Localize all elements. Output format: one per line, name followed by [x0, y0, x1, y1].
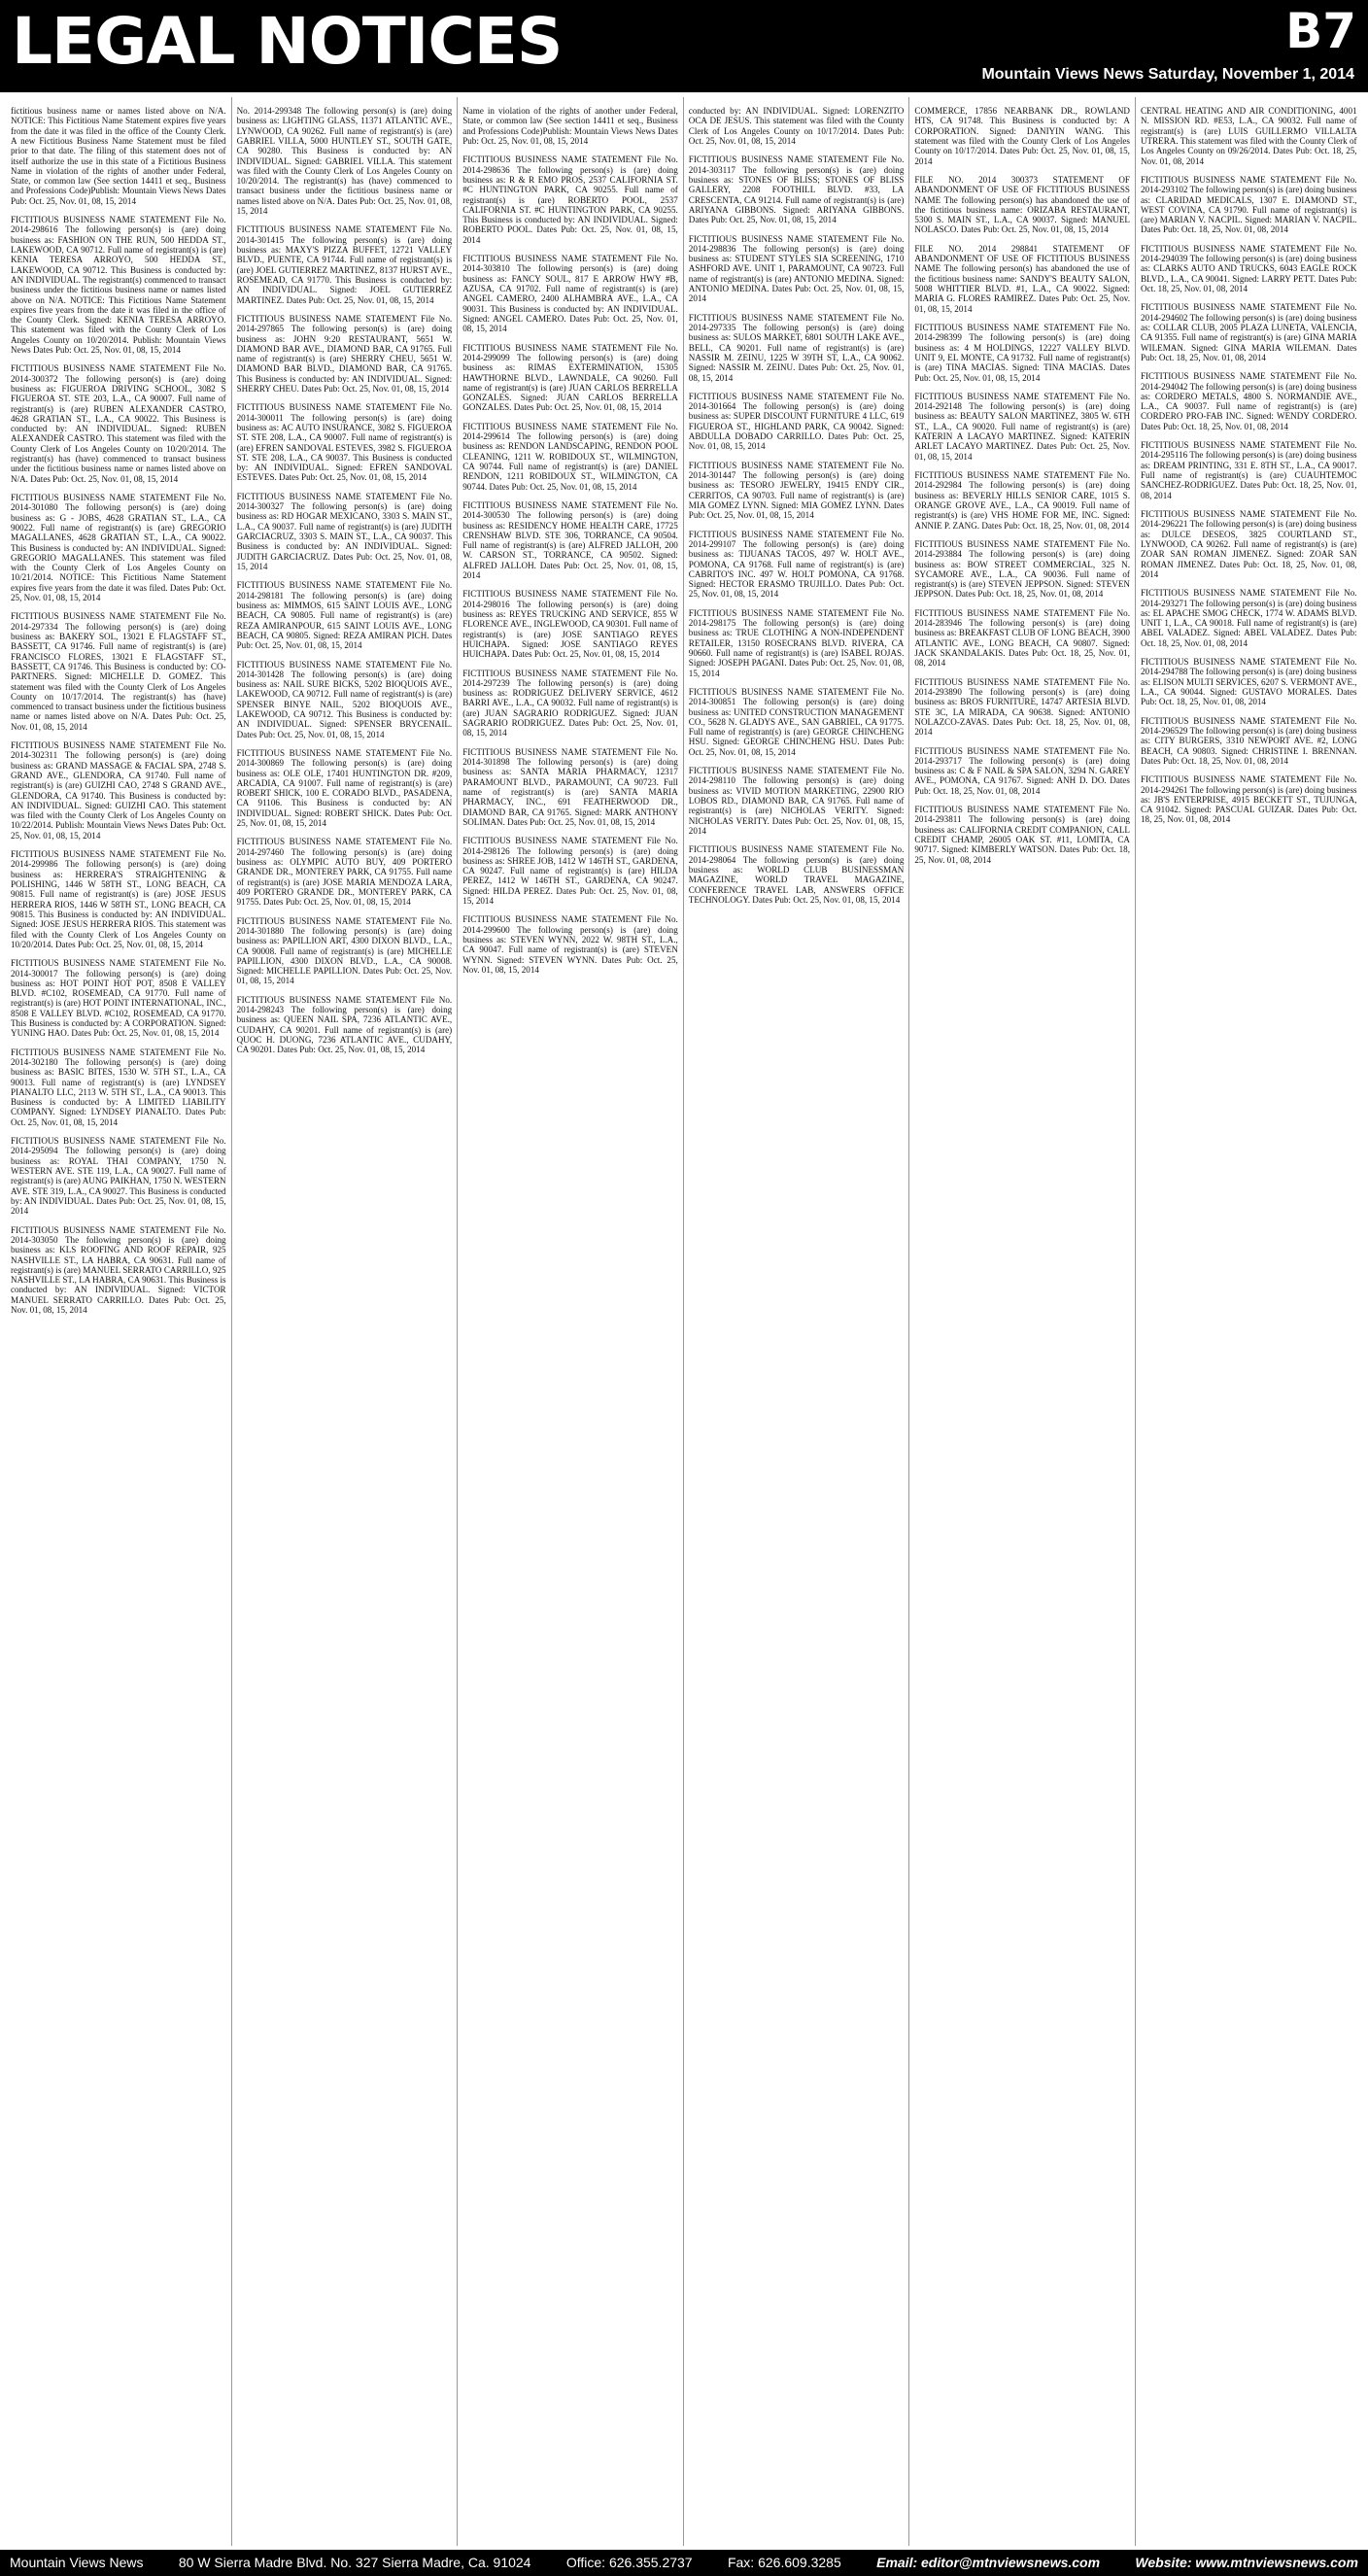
legal-notice: FICTITIOUS BUSINESS NAME STATEMENT File No. 2014-292148 The following person(s) is (are) doing business as: BEAUTY SALON MARTINEZ, 3805 W. 6TH ST., L.A., CA 90020. Full name of registrant(s) is (are) KATERIN A LACAYO MARTINEZ. Signed: KATERIN ARLET LACAYO MARTINEZ. Dates Pub: Oct. 25, Nov. 01, 08, 15, 2014: [914, 391, 1130, 462]
legal-notice: COMMERCE, 17856 NEARBANK DR., ROWLAND HTS, CA 91748. This Business is conducted by: A CORPORATION. Signed: DANIYIN WANG. This statement was filed with the County Clerk of Los Angeles County on 10/17/2014. Dates Pub: Oct. 25, Nov. 01, 08, 15, 2014: [914, 106, 1130, 166]
page-footer: [0, 2550, 1368, 2576]
legal-notice: FICTITIOUS BUSINESS NAME STATEMENT File No. 2014-298616 The following person(s) is (are) doing business as: FASHION ON THE RUN, 500 HEDDA ST., LAKEWOOD, CA 90712. Full name of registrant(s) is (are) KENIA TERESA ARROYO, 500 HEDDA ST., LAKEWOOD, CA 90712. This Business is conducted by: AN INDIVIDUAL. The registrant(s) commenced to transact business under the fictitious business name or names listed above on N/A. NOTICE: This Fictitious Name Statement expires five years from the date it was filed in the office of the County Clerk. Signed: KENIA TERESA ARROYO. This statement was filed with the County Clerk of Los Angeles County on 10/20/2014. Publish: Mountain Views News Dates Pub: Oct. 25, Nov. 01, 08, 15, 2014: [11, 215, 226, 356]
legal-notice: FICTITIOUS BUSINESS NAME STATEMENT File No. 2014-294039 The following person(s) is (are) doing business as: CLARKS AUTO AND TRUCKS, 6043 EAGLE ROCK BLVD., L.A., CA 90041. Signed: LARRY PETT. Dates Pub: Oct. 18, 25, Nov. 01, 08, 2014: [1140, 243, 1357, 294]
legal-notice: FICTITIOUS BUSINESS NAME STATEMENT File No. 2014-303810 The following person(s) is (are) doing business as: FANCY SOUL, 817 E ARROW HWY #B, AZUSA, CA 91702. Full name of registrant(s) is (are) ANGEL CAMERO, 2400 ALHAMBRA AVE., L.A., CA 90031. This Business is conducted by: AN INDIVIDUAL. Signed: ANGEL CAMERO. Dates Pub: Oct. 25, Nov. 01, 08, 15, 2014: [462, 254, 678, 334]
notice-column: [1136, 97, 1362, 2546]
footer-address: 80 W Sierra Madre Blvd. No. 327 Sierra Madre, Ca. 91024: [178, 2555, 531, 2570]
legal-notice: FICTITIOUS BUSINESS NAME STATEMENT File No. 2014-300011 The following person(s) is (are) doing business as: AC AUTO INSURANCE, 3082 S. FIGUEROA ST. STE 208, L.A., CA 90007. Full name of registrant(s) is (are) EFREN SANDOVAL ESTEVES, 3982 S. FIGUEROA ST. STE 208, L.A., CA 90037. This Business is conducted by: AN INDIVIDUAL. Signed: EFREN SANDOVAL ESTEVES. Dates Pub: Oct. 25, Nov. 01, 08, 15, 2014: [236, 402, 453, 483]
legal-notice: FICTITIOUS BUSINESS NAME STATEMENT File No. 2014-302180 The following person(s) is (are) doing business as: BASIC BITES, 1530 W. 5TH ST., L.A., CA 90013. Full name of registrant(s) is (are) LYNDSEY PIANALTO LLC, 2113 W. 5TH ST., L.A., CA 90013. This Business is conducted by: A LIMITED LIABILITY COMPANY. Signed: LYNDSEY PIANALTO. Dates Pub: Oct. 25, Nov. 01, 08, 15, 2014: [11, 1047, 226, 1127]
legal-notice: FICTITIOUS BUSINESS NAME STATEMENT File No. 2014-298110 The following person(s) is (are) doing business as: VIVID MOTION MARKETING, 22900 RIO LOBOS RD., DIAMOND BAR, CA 91765. Full name of registrant(s) is (are) NICHOLAS VERITY. Signed: NICHOLAS VERITY. Dates Pub: Oct. 25, Nov. 01, 08, 15, 2014: [688, 766, 905, 836]
legal-notice: FICTITIOUS BUSINESS NAME STATEMENT File No. 2014-299614 The following person(s) is (are) doing business as: RENDON LANDSCAPING, RENDON POOL CLEANING, 1211 W. ROBIDOUX ST., WILMINGTON, CA 90744. Full name of registrant(s) is (are) DANIEL RENDON, 1211 ROBIDOUX ST., WILMINGTON, CA 90744. Dates Pub: Oct. 25, Nov. 01, 08, 15, 2014: [462, 421, 678, 492]
legal-notice: FICTITIOUS BUSINESS NAME STATEMENT File No. 2014-302311 The following person(s) is (are) doing business as: GRAND MASSAGE & FACIAL SPA, 2748 S. GRAND AVE., GLENDORA, CA 91740. Full name of registrant(s) is (are) GUIZHI CAO, 2748 S GRAND AVE., GLENDORA, CA 91740. This Business is conducted by: AN INDIVIDUAL. Signed: GUIZHI CAO. This statement was filed with the County Clerk of Los Angeles County on 10/22/2014. Publish: Mountain Views News Dates Pub: Oct. 25, Nov. 01, 08, 15, 2014: [11, 740, 226, 841]
legal-notice: FICTITIOUS BUSINESS NAME STATEMENT File No. 2014-296529 The following person(s) is (are) doing business as: CITY BURGERS, 3310 NEWPORT AVE. #2, LONG BEACH, CA 90803. Signed: CHRISTINE I. BRENNAN. Dates Pub: Oct. 18, 25, Nov. 01, 08, 2014: [1140, 715, 1357, 766]
legal-notice: No. 2014-299348 The following person(s) is (are) doing business as: LIGHTING GLASS, 11371 ATLANTIC AVE., LYNWOOD, CA 90262. Full name of registrant(s) is (are) GABRIEL VILLA, 5000 HUNTLEY ST., SOUTH GATE, CA 90280. This Business is conducted by: AN INDIVIDUAL. Signed: GABRIEL VILLA. This statement was filed with the County Clerk of Los Angeles County on 10/20/2014. The registrant(s) has (have) commenced to transact business under the fictitious business name or names listed above on N/A. Dates Pub: Oct. 25, Nov. 01, 08, 15, 2014: [236, 106, 453, 217]
legal-notice: FICTITIOUS BUSINESS NAME STATEMENT File No. 2014-292984 The following person(s) is (are) doing business as: BEVERLY HILLS SENIOR CARE, 1015 S. ORANGE GROVE AVE., L.A., CA 90019. Full name of registrant(s) is (are) VHS HOME FOR ME, INC. Signed: ANNIE P. ZANG. Dates Pub: Oct. 18, 25, Nov. 01, 08, 2014: [914, 470, 1130, 531]
legal-notice: FICTITIOUS BUSINESS NAME STATEMENT File No. 2014-295116 The following person(s) is (are) doing business as: DREAM PRINTING, 331 E. 8TH ST., L.A., CA 90017. Full name of registrant(s) is (are) CUAUHTEMOC SANCHEZ-RODRIGUEZ. Dates Pub: Oct. 18, 25, Nov. 01, 08, 2014: [1140, 440, 1357, 500]
section-title: LEGAL NOTICES: [12, 4, 563, 79]
legal-notice: FICTITIOUS BUSINESS NAME STATEMENT File No. 2014-301415 The following person(s) is (are) doing business as: MAXY'S PIZZA BUFFET, 12721 VALLEY BLVD., PUENTE, CA 91744. Full name of registrant(s) is (are) JOEL GUTIERREZ MARTINEZ, 8137 HURST AVE., ROSEMEAD, CA 91770. This Business is conducted by: AN INDIVIDUAL. Signed: JOEL GUTIERREZ MARTINEZ. Dates Pub: Oct. 25, Nov. 01, 08, 15, 2014: [236, 224, 453, 305]
legal-notice: FICTITIOUS BUSINESS NAME STATEMENT File No. 2014-298243 The following person(s) is (are) doing business as: QUEEN NAIL SPA, 7236 ATLANTIC AVE., CUDAHY, CA 90201. Full name of registrant(s) is (are) QUOC H. DUONG, 7236 ATLANTIC AVE., CUDAHY, CA 90201. Dates Pub: Oct. 25, Nov. 01, 08, 15, 2014: [236, 994, 453, 1055]
legal-notice: FICTITIOUS BUSINESS NAME STATEMENT File No. 2014-301447 The following person(s) is (are) doing business as: TESORO JEWELRY, 19415 ENDY CIR., CERRITOS, CA 90703. Full name of registrant(s) is (are) MIA GOMEZ LYNN. Signed: MIA GOMEZ LYNN. Dates Pub: Oct. 25, Nov. 01, 08, 15, 2014: [688, 460, 905, 521]
legal-notice: FICTITIOUS BUSINESS NAME STATEMENT File No. 2014-294042 The following person(s) is (are) doing business as: CORDERO METALS, 4800 S. NORMANDIE AVE., L.A., CA 90037. Full name of registrant(s) is (are) CORDERO PRO-FAB INC. Signed: WENDY CORDERO. Dates Pub: Oct. 18, 25, Nov. 01, 08, 2014: [1140, 371, 1357, 431]
legal-notice: FICTITIOUS BUSINESS NAME STATEMENT File No. 2014-301664 The following person(s) is (are) doing business as: SUPER DISCOUNT FURNITURE 4 LLC, 619 FIGUEROA ST., HIGHLAND PARK, CA 90042. Signed: ABDULLA DOBADO CARRILLO. Dates Pub: Oct. 25, Nov. 01, 08, 15, 2014: [688, 391, 905, 452]
footer-fax: Fax: 626.609.3285: [727, 2555, 841, 2570]
legal-notice: FICTITIOUS BUSINESS NAME STATEMENT File No. 2014-300327 The following person(s) is (are) doing business as: RD HOGAR MEXICANO, 3303 S. MAIN ST., L.A., CA 90037. Full name of registrant(s) is (are) JUDITH GARCIACRUZ, 3303 S. MAIN ST., L.A., CA 90037. This Business is conducted by: AN INDIVIDUAL. Signed: JUDITH GARCIACRUZ. Dates Pub: Oct. 25, Nov. 01, 08, 15, 2014: [236, 491, 453, 571]
legal-notice: FICTITIOUS BUSINESS NAME STATEMENT File No. 2014-294602 The following person(s) is (are) doing business as: COLLAR CLUB, 2005 PLAZA LUNETA, VALENCIA, CA 91355. Full name of registrant(s) is (are) GINA MARIA WILEMAN. Signed: GINA MARIA WILEMAN. Dates Pub: Oct. 18, 25, Nov. 01, 08, 2014: [1140, 302, 1357, 362]
legal-notice: FICTITIOUS BUSINESS NAME STATEMENT File No. 2014-293811 The following person(s) is (are) doing business as: CALIFORNIA CREDIT COMPANION, CALL CREDIT CHAMP, 26005 OAK ST. #11, LOMITA, CA 90717. Signed: KIMBERLY WATSON. Dates Pub: Oct. 18, 25, Nov. 01, 08, 2014: [914, 805, 1130, 865]
legal-notice: FICTITIOUS BUSINESS NAME STATEMENT File No. 2014-293884 The following person(s) is (are) doing business as: BOW STREET COMMERCIAL, 325 N. SYCAMORE AVE., L.A., CA 90036. Full name of registrant(s) is (are) STEVEN JEPPSON. Signed: STEVEN JEPPSON. Dates Pub: Oct. 18, 25, Nov. 01, 08, 2014: [914, 538, 1130, 600]
legal-notice: FICTITIOUS BUSINESS NAME STATEMENT File No. 2014-293890 The following person(s) is (are) doing business as: BROS FURNITURE, 14747 ARTESIA BLVD. STE 3C, LA MIRADA, CA 90638. Signed: ANTONIO NOLAZCO-ZAVAS. Dates Pub: Oct. 18, 25, Nov. 01, 08, 2014: [914, 676, 1130, 738]
notice-column: [458, 97, 684, 2546]
legal-notice: FICTITIOUS BUSINESS NAME STATEMENT File No. 2014-300851 The following person(s) is (are) doing business as: UNITED CONSTRUCTION MANAGEMENT CO., 5628 N. GLADYS AVE., SAN GABRIEL, CA 91775. Full name of registrant(s) is (are) GEORGE CHINCHENG HSU. Signed: GEORGE CHINCHENG HSU. Dates Pub: Oct. 25, Nov. 01, 08, 15, 2014: [688, 686, 905, 757]
legal-notice: FICTITIOUS BUSINESS NAME STATEMENT File No. 2014-299107 The following person(s) is (are) doing business as: TIJUANAS TACOS, 497 W. HOLT AVE., POMONA, CA 91768. Full name of registrant(s) is (are) CABRITO'S INC. 497 W. HOLT POMONA, CA 91768. Signed: HECTOR ERASMO TRUJILLO. Dates Pub: Oct. 25, Nov. 01, 08, 15, 2014: [688, 529, 905, 600]
legal-notice: FICTITIOUS BUSINESS NAME STATEMENT File No. 2014-283946 The following person(s) is (are) doing business as: BREAKFAST CLUB OF LONG BEACH, 3900 ATLANTIC AVE., LONG BEACH, CA 90807. Signed: JACK SKANDALAKIS. Dates Pub: Oct. 18, 25, Nov. 01, 08, 2014: [914, 607, 1130, 669]
legal-notice: FICTITIOUS BUSINESS NAME STATEMENT File No. 2014-293717 The following person(s) is (are) doing business as: C & F NAIL & SPA SALON, 3294 N. GAREY AVE., POMONA, CA 91767. Signed: ANH D. DO. Dates Pub: Oct. 18, 25, Nov. 01, 08, 2014: [914, 745, 1130, 796]
legal-notice: FICTITIOUS BUSINESS NAME STATEMENT File No. 2014-300017 The following person(s) is (are) doing business as: HOT POINT HOT POT, 8508 E VALLEY BLVD. #C102, ROSEMEAD, CA 91770. Full name of registrant(s) is (are) HOT POINT INTERNATIONAL, INC., 8508 E VALLEY BLVD. #C102, ROSEMEAD, CA 91770. This Business is conducted by: A CORPORATION. Signed: YUNING HAO. Dates Pub: Oct. 25, Nov. 01, 08, 15, 2014: [11, 958, 226, 1039]
legal-notice: FICTITIOUS BUSINESS NAME STATEMENT File No. 2014-299099 The following person(s) is (are) doing business as: RIMAS EXTERMINATION, 15305 HAWTHORNE BLVD., LAWNDALE, CA 90260. Full name of registrant(s) is (are) JUAN CARLOS BERRELLA GONZALES. Signed: JUAN CARLOS BERRELLA GONZALES. Dates Pub: Oct. 25, Nov. 01, 08, 15, 2014: [462, 342, 678, 413]
legal-notice: FILE NO. 2014 298841 STATEMENT OF ABANDONMENT OF USE OF FICTITIOUS BUSINESS NAME The following person(s) has abandoned the use of the fictitious business name: SANDY'S BEAUTY SALON, 5008 WHITTIER BLVD. #1, L.A., CA 90022. Signed: MARIA G. FLORES RAMIREZ. Dates Pub: Oct. 25, Nov. 01, 08, 15, 2014: [914, 243, 1130, 314]
notice-column: [909, 97, 1136, 2546]
legal-notice: FICTITIOUS BUSINESS NAME STATEMENT File No. 2014-300869 The following person(s) is (are) doing business as: OLE OLE, 17401 HUNTINGTON DR. #209, ARCADIA, CA 91007. Full name of registrant(s) is (are) ROBERT SHICK, 100 E. CORADO BLVD., PASADENA, CA 91106. This Business is conducted by: AN INDIVIDUAL. Signed: ROBERT SHICK. Dates Pub: Oct. 25, Nov. 01, 08, 15, 2014: [236, 747, 453, 829]
footer-email: Email: editor@mtnviewsnews.com: [876, 2555, 1101, 2570]
legal-notice: FICTITIOUS BUSINESS NAME STATEMENT File No. 2014-298399 The following person(s) is (are) doing business as: 4 M HOLDINGS, 12227 VALLEY BLVD. UNIT 9, EL MONTE, CA 91732. Full name of registrant(s) is (are) TINA MACIAS. Signed: TINA MACIAS. Dates Pub: Oct. 25, Nov. 01, 08, 15, 2014: [914, 323, 1130, 383]
legal-notice: FICTITIOUS BUSINESS NAME STATEMENT File No. 2014-293271 The following person(s) is (are) doing business as: EL APACHE SMOG CHECK, 1774 W. ADAMS BLVD. UNIT 1, L.A., CA 90018. Full name of registrant(s) is (are) ABEL VALADEZ. Signed: ABEL VALADEZ. Dates Pub: Oct. 18, 25, Nov. 01, 08, 2014: [1140, 588, 1357, 648]
legal-notice: FICTITIOUS BUSINESS NAME STATEMENT File No. 2014-297865 The following person(s) is (are) doing business as: JOHN 9:20 RESTAURANT, 5651 W. DIAMOND BAR AVE., DIAMOND BAR, CA 91765. Full name of registrant(s) is (are) SHERRY CHEU, 5651 W. DIAMOND BAR BLVD., DIAMOND BAR, CA 91765. This Business is conducted by: AN INDIVIDUAL. Signed: SHERRY CHEU. Dates Pub: Oct. 25, Nov. 01, 08, 15, 2014: [236, 313, 453, 394]
legal-notice: FILE NO. 2014 300373 STATEMENT OF ABANDONMENT OF USE OF FICTITIOUS BUSINESS NAME The following person(s) has abandoned the use of the fictitious business name: ORIZABA RESTAURANT, 5300 S. MAIN ST., L.A., CA 90037. Signed: MANUEL NOLASCO. Dates Pub: Oct. 25, Nov. 01, 08, 15, 2014: [914, 174, 1130, 235]
legal-notice: FICTITIOUS BUSINESS NAME STATEMENT File No. 2014-297460 The following person(s) is (are) doing business as: OLYMPIC AUTO BUY, 409 PORTERO GRANDE DR., MONTEREY PARK, CA 91755. Full name of registrant(s) is (are) JOSE MARIA MENDOZA LARA, 409 PORTERO GRANDE DR., MONTEREY PARK, CA 91755. Dates Pub: Oct. 25, Nov. 01, 08, 15, 2014: [236, 837, 453, 908]
legal-notice: FICTITIOUS BUSINESS NAME STATEMENT File No. 2014-300372 The following person(s) is (are) doing business as: FIGUEROA DRIVING SCHOOL, 3082 S FIGUEROA ST. STE 203, L.A., CA 90007. Full name of registrant(s) is (are) RUBEN ALEXANDER CASTRO, 4628 GRATIAN ST., L.A., CA 90022. This Business is conducted by: AN INDIVIDUAL. Signed: RUBEN ALEXANDER CASTRO. This statement was filed with the County Clerk of Los Angeles County on 10/20/2014. The registrant(s) has (have) commenced to transact business under the fictitious business name or names listed above on N/A. Dates Pub: Oct. 25, Nov. 01, 08, 15, 2014: [11, 363, 226, 484]
legal-notice: FICTITIOUS BUSINESS NAME STATEMENT File No. 2014-295094 The following person(s) is (are) doing business as: ROYAL THAI COMPANY, 1750 N. WESTERN AVE. STE 119, L.A., CA 90027. Full name of registrant(s) is (are) AUNG PAIKHAN, 1750 N. WESTERN AVE. STE 319, L.A., CA 90027. This Business is conducted by: AN INDIVIDUAL. Dates Pub: Oct. 25, Nov. 01, 08, 15, 2014: [11, 1136, 226, 1217]
legal-notice: FICTITIOUS BUSINESS NAME STATEMENT File No. 2014-297334 The following person(s) is (are) doing business as: BAKERY SOL, 13021 E FLAGSTAFF ST., BASSETT, CA 91746. Full name of registrant(s) is (are) FRANCISCO FLORES, 13021 E FLAGSTAFF ST., BASSETT, CA 91746. This Business is conducted by: CO-PARTNERS. Signed: MICHELLE D. GOMEZ. This statement was filed with the County Clerk of Los Angeles County on 10/17/2014. The registrant(s) has (have) commenced to transact business under the fictitious business name or names listed above on N/A. Dates Pub: Oct. 25, Nov. 01, 08, 15, 2014: [11, 611, 226, 732]
legal-notice: FICTITIOUS BUSINESS NAME STATEMENT File No. 2014-298836 The following person(s) is (are) doing business as: STUDENT STYLES SIA SCREENING, 1710 ASHFORD AVE. UNIT 1, PARAMOUNT, CA 90723. Full name of registrant(s) is (are) ANTONIO MEDINA. Signed: ANTONIO MEDINA. Dates Pub: Oct. 25, Nov. 01, 08, 15, 2014: [688, 233, 905, 304]
legal-notice: FICTITIOUS BUSINESS NAME STATEMENT File No. 2014-303050 The following person(s) is (are) doing business as: KLS ROOFING AND ROOF REPAIR, 925 NASHVILLE ST., LA HABRA, CA 90631. Full name of registrant(s) is (are) MANUEL SERRATO CARRILLO, 925 NASHVILLE ST., LA HABRA, CA 90631. This Business is conducted by: AN INDIVIDUAL. Signed: VICTOR MANUEL SERRATO CARRILLO. Dates Pub: Oct. 25, Nov. 01, 08, 15, 2014: [11, 1224, 226, 1315]
legal-notice: FICTITIOUS BUSINESS NAME STATEMENT File No. 2014-297335 The following person(s) is (are) doing business as: SULOS MARKET, 6801 SOUTH LAKE AVE., BELL, CA 90201. Full name of registrant(s) is (are) NASSIR M. ZEINU, 1225 W 39TH ST, L.A., CA 90062. Signed: NASSIR M. ZEINU. Dates Pub: Oct. 25, Nov. 01, 08, 15, 2014: [688, 312, 905, 383]
notice-column: [684, 97, 910, 2546]
page-header: [0, 0, 1368, 92]
page-number: B7: [1285, 3, 1356, 59]
legal-notice: FICTITIOUS BUSINESS NAME STATEMENT File No. 2014-298175 The following person(s) is (are) doing business as: TRUE CLOTHING A NON-INDEPENDENT RETAILER, 13150 ROSECRANS BLVD. RIVERA, CA 90660. Full name of registrant(s) is (are) ISABEL ROJAS. Signed: JOSEPH PAGANI. Dates Pub: Oct. 25, Nov. 01, 08, 15, 2014: [688, 607, 905, 678]
footer-website: Website: www.mtnviewsnews.com: [1135, 2555, 1358, 2570]
notice-column: [6, 97, 232, 2546]
legal-notice: FICTITIOUS BUSINESS NAME STATEMENT File No. 2014-298016 The following person(s) is (are) doing business as: REYES TRUCKING AND SERVICE, 855 W FLORENCE AVE., INGLEWOOD, CA 90301. Full name of registrant(s) is (are) JOSE SANTIAGO REYES HUICHAPA. Signed: JOSE SANTIAGO REYES HUICHAPA. Dates Pub: Oct. 25, Nov. 01, 08, 15, 2014: [462, 589, 678, 660]
legal-notice: FICTITIOUS BUSINESS NAME STATEMENT File No. 2014-297239 The following person(s) is (are) doing business as: RODRIGUEZ DELIVERY SERVICE, 4612 BARRI AVE., L.A., CA 90032. Full name of registrant(s) is (are) JUAN SAGRARIO RODRIGUEZ. Signed: JUAN SAGRARIO RODRIGUEZ. Dates Pub: Oct. 25, Nov. 01, 08, 15, 2014: [462, 668, 678, 738]
legal-notice: conducted by: AN INDIVIDUAL. Signed: LORENZITO OCA DE JESUS. This statement was filed with the County Clerk of Los Angeles County on 10/17/2014. Dates Pub: Oct. 25, Nov. 01, 08, 15, 2014: [688, 106, 905, 146]
legal-notice: FICTITIOUS BUSINESS NAME STATEMENT File No. 2014-301080 The following person(s) is (are) doing business as: G - JOBS, 4628 GRATIAN ST., L.A., CA 90022. Full name of registrant(s) is (are) GREGORIO MAGALLANES, 4628 GRATIAN ST., L.A., CA 90022. This Business is conducted by: AN INDIVIDUAL. Signed: GREGORIO MAGALLANES. This statement was filed with the County Clerk of Los Angeles County on 10/21/2014. NOTICE: This Fictitious Name Statement expires five years from the date it was filed. Dates Pub: Oct. 25, Nov. 01, 08, 15, 2014: [11, 493, 226, 603]
legal-notice: FICTITIOUS BUSINESS NAME STATEMENT File No. 2014-300530 The following person(s) is (are) doing business as: RESIDENCY HOME HEALTH CARE, 17725 CRENSHAW BLVD. STE 306, TORRANCE, CA 90504. Full name of registrant(s) is (are) ALFRED JALLOH, 200 W. CARSON ST., TORRANCE, CA 90502. Signed: ALFRED JALLOH. Dates Pub: Oct. 25, Nov. 01, 08, 15, 2014: [462, 499, 678, 581]
legal-notice: FICTITIOUS BUSINESS NAME STATEMENT File No. 2014-303117 The following person(s) is (are) doing business as: STONES OF BLISS; STONES OF BLISS GALLERY, 2208 FOOTHILL BLVD. #33, LA CRESCENTA, CA 91214. Full name of registrant(s) is (are) ARIYANA GIBBONS. Signed: ARIYANA GIBBONS. Dates Pub: Oct. 25, Nov. 01, 08, 15, 2014: [688, 155, 905, 225]
legal-notice: FICTITIOUS BUSINESS NAME STATEMENT File No. 2014-296221 The following person(s) is (are) doing business as: DULCE DESEOS, 3825 COURTLAND ST., LYNWOOD, CA 90262. Full name of registrant(s) is (are) ZOAR SAN ROMAN JIMENEZ. Signed: ZOAR SAN ROMAN JIMENEZ. Dates Pub: Oct. 18, 25, Nov. 01, 08, 2014: [1140, 509, 1357, 579]
legal-notice: fictitious business name or names listed above on N/A. NOTICE: This Fictitious Name Statement expires five years from the date it was filed in the office of the County Clerk. A new Fictitious Business Name Statement must be filed prior to that date. The filing of this statement does not of itself authorize the use in this state of a Fictitious Business Name in violation of the rights of another under Federal, State, or common law (See section 14411 et seq., Business and Professions Code)Publish: Mountain Views News Dates Pub: Oct. 25, Nov. 01, 08, 15, 2014: [11, 106, 226, 206]
legal-notice: FICTITIOUS BUSINESS NAME STATEMENT File No. 2014-298636 The following person(s) is (are) doing business as: R & R EMO PROS, 2537 CALIFORNIA ST. #C HUNTINGTON PARK, CA 90255. Full name of registrant(s) is (are) ROBERTO POOL, 2537 CALIFORNIA ST. #C HUNTINGTON PARK, CA 90255. This Business is conducted by: AN INDIVIDUAL. Signed: ROBERTO POOL. Dates Pub: Oct. 25, Nov. 01, 08, 15, 2014: [462, 155, 678, 245]
legal-notice: FICTITIOUS BUSINESS NAME STATEMENT File No. 2014-298181 The following person(s) is (are) doing business as: MIMMOS, 615 SAINT LOUIS AVE., LONG BEACH, CA 90805. Full name of registrant(s) is (are) REZA AMIRANPOUR, 615 SAINT LOUIS AVE., LONG BEACH, CA 90805. Signed: REZA AMIRAN PICH. Dates Pub: Oct. 25, Nov. 01, 08, 15, 2014: [236, 580, 453, 651]
notice-columns: [6, 97, 1362, 2546]
legal-notice: Name in violation of the rights of another under Federal, State, or common law (See section 14411 et seq., Business and Professions Code)Publish: Mountain Views News Dates Pub: Oct. 25, Nov. 01, 08, 15, 2014: [462, 106, 678, 146]
legal-notice: FICTITIOUS BUSINESS NAME STATEMENT File No. 2014-301428 The following person(s) is (are) doing business as: NAIL SURE BICKS, 5202 BIOQUOIS AVE., LAKEWOOD, CA 90712. Full name of registrant(s) is (are) SPENSER BINYE NAIL, 5202 BIOQUOIS AVE., LAKEWOOD, CA 90712. This Business is conducted by: AN INDIVIDUAL. Signed: SPENSER BRYCENAIL. Dates Pub: Oct. 25, Nov. 01, 08, 15, 2014: [236, 659, 453, 739]
legal-notice: FICTITIOUS BUSINESS NAME STATEMENT File No. 2014-293102 The following person(s) is (are) doing business as: CLARIDAD MEDICALS, 1307 E. DIAMOND ST., WEST COVINA, CA 91790. Full name of registrant(s) is (are) MARIAN V. NACPIL. Signed: MARIAN V. NACPIL. Dates Pub: Oct. 18, 25, Nov. 01, 08, 2014: [1140, 174, 1357, 235]
legal-notice: FICTITIOUS BUSINESS NAME STATEMENT File No. 2014-299986 The following person(s) is (are) doing business as: HERRERA'S STRAIGHTENING & POLISHING, 1446 W 58TH ST., LONG BEACH, CA 90815. Full name of registrant(s) is (are) JOSE JESUS HERRERA RIOS, 1446 W 58TH ST., LONG BEACH, CA 90815. This Business is conducted by: AN INDIVIDUAL. Signed: JOSE JESUS HERRERA RIOS. This statement was filed with the County Clerk of Los Angeles County on 10/20/2014. Dates Pub: Oct. 25, Nov. 01, 08, 15, 2014: [11, 849, 226, 949]
legal-notice: FICTITIOUS BUSINESS NAME STATEMENT File No. 2014-298064 The following person(s) is (are) doing business as: WORLD CLUB BUSINESSMAN MAGAZINE, WORLD TRAVEL MAGAZINE, CONFERENCE TRAVEL LAB, ANSWERS OFFICE TECHNOLOGY. Dates Pub: Oct. 25, Nov. 01, 08, 15, 2014: [688, 844, 905, 905]
notice-column: [232, 97, 459, 2546]
legal-notice: FICTITIOUS BUSINESS NAME STATEMENT File No. 2014-298126 The following person(s) is (are) doing business as: SHREE JOB, 1412 W 146TH ST., GARDENA, CA 90247. Full name of registrant(s) is (are) HILDA PEREZ, 1412 W 146TH ST., GARDENA, CA 90247. Signed: HILDA PEREZ. Dates Pub: Oct. 25, Nov. 01, 08, 15, 2014: [462, 836, 678, 907]
legal-notice: FICTITIOUS BUSINESS NAME STATEMENT File No. 2014-301898 The following person(s) is (are) doing business as: SANTA MARIA PHARMACY, 12317 PARAMOUNT BLVD., PARAMOUNT, CA 90723. Full name of registrant(s) is (are) SANTA MARIA PHARMACY, INC., 691 FEATHERWOOD DR., DIAMOND BAR, CA 91765. Signed: MARK ANTHONY SOLIMAN. Dates Pub: Oct. 25, Nov. 01, 08, 15, 2014: [462, 746, 678, 827]
legal-notice: FICTITIOUS BUSINESS NAME STATEMENT File No. 2014-301880 The following person(s) is (are) doing business as: PAPILLION ART, 4300 DIXON BLVD., L.A., CA 90008. Full name of registrant(s) is (are) MICHELLE PAPILLION, 4300 DIXON BLVD., L.A., CA 90008. Signed: MICHELLE PAPILLION. Dates Pub: Oct. 25, Nov. 01, 08, 15, 2014: [236, 915, 453, 986]
legal-notice: FICTITIOUS BUSINESS NAME STATEMENT File No. 2014-299600 The following person(s) is (are) doing business as: STEVEN WYNN, 2022 W. 98TH ST., L.A., CA 90047. Full name of registrant(s) is (are) STEVEN WYNN. Signed: STEVEN WYNN. Dates Pub: Oct. 25, Nov. 01, 08, 15, 2014: [462, 914, 678, 975]
legal-notice: CENTRAL HEATING AND AIR CONDITIONING, 4001 N. MISSION RD. #E53, L.A., CA 90032. Full name of registrant(s) is (are) LUIS GUILLERMO VILLALTA UTRERA. This statement was filed with the County Clerk of Los Angeles County on 09/26/2014. Dates Pub: Oct. 18, 25, Nov. 01, 08, 2014: [1140, 106, 1357, 166]
footer-office-phone: Office: 626.355.2737: [565, 2555, 693, 2570]
legal-notice: FICTITIOUS BUSINESS NAME STATEMENT File No. 2014-294788 The following person(s) is (are) doing business as: ELISON MULTI SERVICES, 6207 S. VERMONT AVE., L.A., CA 90044. Signed: GUSTAVO MORALES. Dates Pub: Oct. 18, 25, Nov. 01, 08, 2014: [1140, 657, 1357, 707]
legal-notice: FICTITIOUS BUSINESS NAME STATEMENT File No. 2014-294261 The following person(s) is (are) doing business as: JB'S ENTERPRISE, 4915 BECKETT ST., TUJUNGA, CA 91042. Signed: PASCUAL GUIZAR. Dates Pub: Oct. 18, 25, Nov. 01, 08, 2014: [1140, 774, 1357, 825]
dateline: Mountain Views News Saturday, November 1, 2014: [981, 66, 1354, 83]
footer-publication: Mountain Views News: [10, 2555, 144, 2570]
